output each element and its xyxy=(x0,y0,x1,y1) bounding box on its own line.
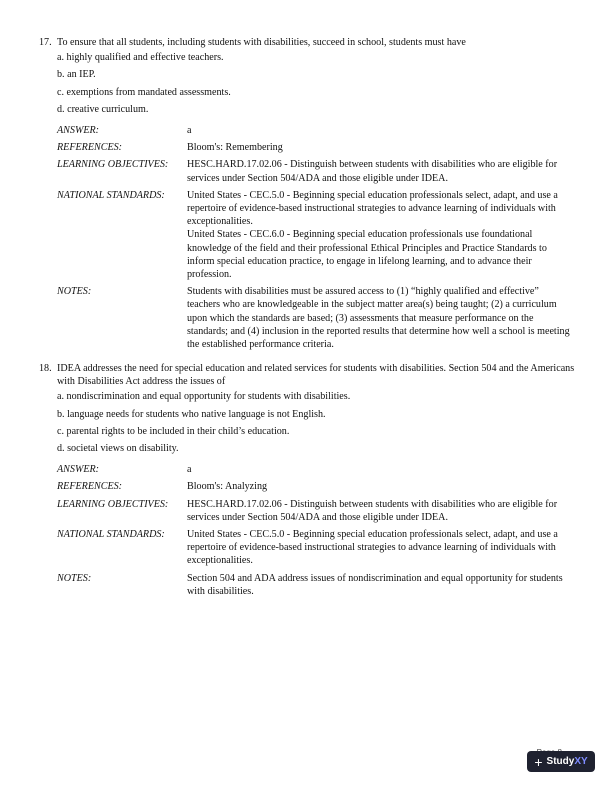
standards-row xyxy=(57,528,579,568)
references-value: Bloom's: Analyzing xyxy=(187,481,268,493)
question-number: 17. xyxy=(39,37,52,48)
question-17 xyxy=(39,36,579,355)
standard-item: United States - CEC.5.0 - Beginning special education professionals select, adapt, and use a repertoire of evidence-based instructional strategies to advance learning of individuals with exceptionalities. xyxy=(187,529,558,567)
notes-label: NOTES: xyxy=(57,572,92,584)
question-metadata xyxy=(57,124,579,351)
standards-value xyxy=(187,528,579,568)
choice-d: d. creative curriculum. xyxy=(57,103,149,115)
references-row xyxy=(57,141,579,154)
choice-a: a. highly qualified and effective teachers. xyxy=(57,52,224,64)
question-metadata xyxy=(57,463,579,598)
brand-name-main: Study xyxy=(546,755,575,767)
objectives-value: HESC.HARD.17.02.06 - Distinguish between students with disabilities who are eligible for services under Section 504/ADA and those eligible under IDEA. xyxy=(187,498,558,523)
question-stem xyxy=(39,36,579,49)
standards-row xyxy=(57,189,579,281)
standards-label: NATIONAL STANDARDS: xyxy=(57,189,165,201)
answer-row xyxy=(57,463,579,476)
references-label: REFERENCES: xyxy=(57,142,123,154)
notes-row xyxy=(57,572,579,598)
standard-item: United States - CEC.6.0 - Beginning special education professionals use foundational knowledge of the field and their professional Ethical Principles and Practice Standards to inform special education practice, to engage in lifelong learning, and to advance their profession. xyxy=(187,229,547,281)
references-label: REFERENCES: xyxy=(57,481,123,493)
choice-c: c. exemptions from mandated assessments. xyxy=(57,86,231,98)
notes-value: Section 504 and ADA address issues of nondiscrimination and equal opportunity for students with disabilities. xyxy=(187,572,563,597)
choice-a: a. nondiscrimination and equal opportunity for students with disabilities. xyxy=(57,391,351,403)
choice-c: c. parental rights to be included in their child’s education. xyxy=(57,425,290,437)
answer-choices xyxy=(57,51,579,116)
brand-name xyxy=(547,755,588,768)
choice-d: d. societal views on disability. xyxy=(57,443,179,455)
choice-b: b. an IEP. xyxy=(57,69,96,81)
question-text: IDEA addresses the need for special education and related services for students with disabilities. Section 504 and the Americans with Disabilities Act address the issues of xyxy=(57,363,575,388)
answer-label: ANSWER: xyxy=(57,125,100,137)
standards-value xyxy=(187,189,579,281)
objectives-label: LEARNING OBJECTIVES: xyxy=(57,498,169,510)
brand-name-suffix: XY xyxy=(574,755,588,767)
answer-label: ANSWER: xyxy=(57,464,100,476)
references-row xyxy=(57,480,579,493)
choice-b: b. language needs for students who native language is not English. xyxy=(57,408,326,420)
question-stem xyxy=(39,362,579,388)
studyxy-badge[interactable] xyxy=(527,751,595,772)
references-value: Bloom's: Remembering xyxy=(187,142,283,154)
question-18 xyxy=(39,362,579,602)
objectives-row xyxy=(57,158,579,184)
objectives-row xyxy=(57,498,579,524)
answer-row xyxy=(57,124,579,137)
answer-choices xyxy=(57,390,579,455)
standards-label: NATIONAL STANDARDS: xyxy=(57,529,165,541)
notes-label: NOTES: xyxy=(57,286,92,298)
standard-item: United States - CEC.5.0 - Beginning special education professionals select, adapt, and use a repertoire of evidence-based instructional strategies to advance learning of individuals with exceptionalities. xyxy=(187,189,558,228)
objectives-value: HESC.HARD.17.02.06 - Distinguish between students with disabilities who are eligible for services under Section 504/ADA and those eligible under IDEA. xyxy=(187,159,558,184)
answer-value: a xyxy=(187,464,192,476)
notes-row xyxy=(57,285,579,351)
notes-value: Students with disabilities must be assured access to (1) “highly qualified and effective” teachers who are knowledgeable in the subject matter area(s) being taught; (2) a curriculum upon which the standards are based; (3) assessments that measure performance on the standards; and (4) inclusion in the reported results that determine how well a school is meeting the established performance criteria. xyxy=(187,286,570,351)
plus-icon: + xyxy=(534,753,543,770)
question-number: 18. xyxy=(39,363,52,374)
objectives-label: LEARNING OBJECTIVES: xyxy=(57,159,169,171)
question-text: To ensure that all students, including students with disabilities, succeed in school, students must have xyxy=(57,37,466,48)
answer-value: a xyxy=(187,125,192,137)
